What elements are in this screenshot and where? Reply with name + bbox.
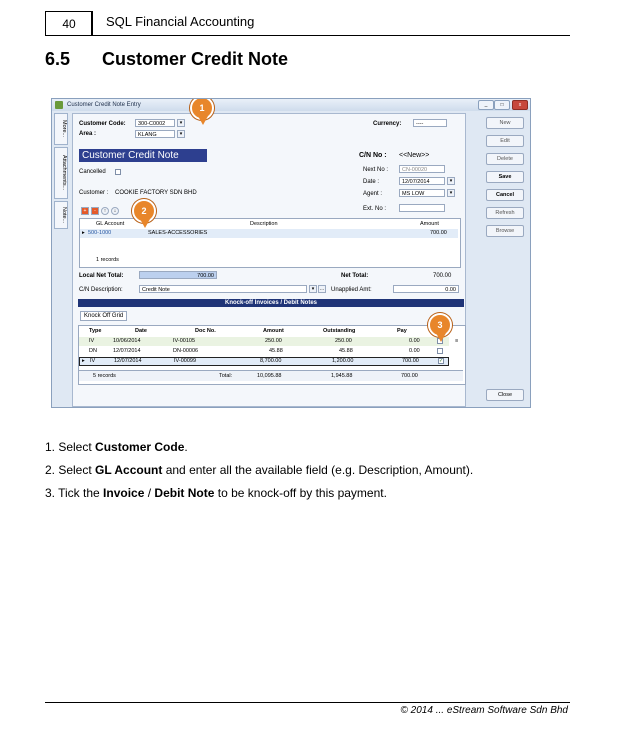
col-outstanding: Outstanding	[323, 328, 356, 334]
app-icon	[55, 101, 63, 109]
side-tab-note[interactable]: Note...	[54, 201, 68, 229]
ext-no-field[interactable]	[399, 204, 445, 212]
cell-pay: 0.00	[409, 348, 420, 354]
cell-pay: 0.00	[409, 338, 420, 344]
table-row[interactable]	[79, 347, 449, 356]
agent-label: Agent :	[363, 191, 383, 197]
local-net-total-field: 700.00	[139, 271, 217, 279]
area-label: Area :	[79, 131, 97, 137]
callout-marker-1: 1	[190, 98, 214, 120]
area-dropdown-icon[interactable]: ▾	[177, 130, 185, 138]
add-row-icon[interactable]: +	[81, 207, 89, 215]
copyright-footer: © 2014 ... eStream Software Sdn Bhd	[400, 705, 568, 716]
footer-records: 5 records	[93, 373, 116, 379]
cn-description-dropdown-icon[interactable]: ▾	[309, 285, 317, 293]
cancelled-checkbox[interactable]	[115, 169, 121, 175]
cell-doc: IV-00105	[173, 338, 196, 344]
close-button[interactable]: Close	[486, 389, 524, 401]
customer-code-label: Customer Code:	[79, 121, 126, 127]
footer-outstanding: 1,945.88	[331, 373, 353, 379]
footer-pay: 700.00	[401, 373, 418, 379]
credit-note-window	[51, 98, 531, 408]
step-3	[45, 482, 473, 505]
cell-pay: 700.00	[402, 358, 419, 364]
window-title: Customer Credit Note Entry	[67, 102, 141, 108]
step-text: 1. Select	[45, 440, 96, 454]
cn-description-more-icon[interactable]: …	[319, 286, 325, 292]
move-down-icon[interactable]: ↓	[111, 207, 119, 215]
window-titlebar	[52, 99, 530, 111]
area-field[interactable]: KLANG	[135, 130, 175, 138]
local-net-total-label: Local Net Total:	[79, 273, 124, 279]
cell-type: IV	[89, 338, 95, 344]
col-amount: Amount	[420, 221, 439, 227]
footer-amount: 10,095.88	[257, 373, 282, 379]
move-up-icon[interactable]: ↑	[101, 207, 109, 215]
cell-doc: DN-00006	[173, 348, 199, 354]
customer-name: COOKIE FACTORY SDN BHD	[115, 190, 197, 196]
date-label: Date :	[363, 179, 380, 185]
cell-outstanding: 45.88	[339, 348, 353, 354]
row-gl-account[interactable]: 500-1000	[88, 230, 112, 236]
save-button[interactable]: Save	[486, 171, 524, 183]
step-emphasis: GL Account	[95, 463, 163, 477]
net-total-label: Net Total:	[341, 273, 369, 279]
action-buttons	[486, 117, 524, 243]
edit-button[interactable]: Edit	[486, 135, 524, 147]
step-emphasis: Debit Note	[154, 486, 215, 500]
cell-type: DN	[89, 348, 97, 354]
close-icon[interactable]: x	[512, 100, 528, 110]
currency-field[interactable]: ----	[413, 119, 447, 127]
header-title: SQL Financial Accounting	[106, 14, 255, 29]
agent-dropdown-icon[interactable]: ▾	[447, 189, 455, 197]
cancel-button[interactable]: Cancel	[486, 189, 524, 201]
knock-off-bar: Knock-off Invoices / Debit Notes	[78, 299, 464, 307]
agent-field[interactable]: MS LOW	[399, 189, 445, 197]
step-text: and enter all the available field (e.g. Description, Amount).	[162, 463, 474, 477]
step-text: /	[144, 486, 155, 500]
delete-button[interactable]: Delete	[486, 153, 524, 165]
page-number: 40	[45, 11, 93, 36]
refresh-button[interactable]: Refresh	[486, 207, 524, 219]
col-date: Date	[135, 328, 147, 334]
cell-date: 12/07/2014	[114, 358, 142, 364]
col-type: Type	[89, 328, 102, 334]
next-no-label: Next No :	[363, 167, 389, 173]
next-no-field[interactable]: CN-00020	[399, 165, 445, 173]
step-1	[45, 436, 473, 459]
step-emphasis: Invoice	[103, 486, 145, 500]
table-row[interactable]	[79, 337, 449, 346]
cell-outstanding: 250.00	[335, 338, 352, 344]
cell-outstanding: 1,200.00	[332, 358, 354, 364]
callout-marker-2: 2	[132, 199, 156, 223]
row-description[interactable]: SALES-ACCESSORIES	[148, 230, 208, 236]
customer-label: Customer :	[79, 190, 109, 196]
net-total-value: 700.00	[433, 273, 452, 279]
section-heading	[45, 49, 288, 70]
footer-total-label: Total:	[219, 373, 233, 379]
grid-scrollbar[interactable]: ≡	[455, 338, 459, 344]
cell-doc: IV-00099	[174, 358, 197, 364]
side-tabs	[54, 113, 68, 231]
maximize-icon[interactable]: □	[494, 100, 510, 110]
table-row[interactable]	[79, 357, 449, 366]
section-number: 6.5	[45, 49, 71, 69]
unapplied-field: 0.00	[393, 285, 459, 293]
footer-rule	[45, 702, 570, 703]
knock-off-checkbox-checked[interactable]: ✓	[439, 358, 444, 364]
document-banner: Customer Credit Note	[79, 149, 207, 162]
table-row[interactable]	[80, 229, 458, 238]
header-divider	[91, 11, 92, 35]
ext-no-label: Ext. No :	[363, 206, 387, 212]
step-2	[45, 459, 473, 482]
cell-date: 10/06/2014	[113, 338, 141, 344]
col-gl-account: GL Account	[96, 221, 125, 227]
customer-code-field[interactable]: 300-C0002	[135, 119, 175, 127]
knock-off-grid	[78, 325, 466, 385]
header-rule	[45, 35, 570, 36]
unapplied-label: Unapplied Amt:	[331, 287, 372, 293]
cn-description-field[interactable]: Credit Note	[139, 285, 307, 293]
col-amount: Amount	[263, 328, 284, 334]
row-amount[interactable]: 700.00	[430, 230, 447, 236]
step-text: 3. Tick the	[45, 486, 104, 500]
row-indicator-icon: ▸	[82, 230, 85, 236]
new-button[interactable]: New	[486, 117, 524, 129]
cell-date: 12/07/2014	[113, 348, 141, 354]
minimize-icon[interactable]: _	[478, 100, 494, 110]
cancelled-label: Cancelled	[79, 169, 106, 175]
step-emphasis: Customer Code	[95, 440, 185, 454]
col-pay: Pay	[397, 328, 407, 334]
currency-label: Currency:	[373, 121, 402, 127]
browse-button[interactable]: Browse	[486, 225, 524, 237]
detail-records: 1 records	[96, 257, 119, 263]
cn-no-label: C/N No :	[359, 152, 387, 159]
side-tab-more[interactable]: More...	[54, 113, 68, 145]
step-text: to be knock-off by this payment.	[214, 486, 387, 500]
row-indicator-icon: ▸	[82, 358, 85, 364]
side-tab-attachments[interactable]: Attachments...	[54, 147, 68, 199]
step-text: 2. Select	[45, 463, 96, 477]
knock-off-checkbox[interactable]	[437, 348, 443, 354]
cn-description-label: C/N Description:	[79, 287, 123, 293]
detail-grid	[79, 218, 461, 268]
date-dropdown-icon[interactable]: ▾	[447, 177, 455, 185]
cell-type: IV	[90, 358, 96, 364]
section-title: Customer Credit Note	[102, 49, 289, 69]
knock-off-footer	[79, 370, 463, 381]
tab-knock-off-grid[interactable]: Knock Off Grid	[80, 311, 127, 321]
cell-amount: 250.00	[265, 338, 282, 344]
cn-no-value: <<New>>	[399, 152, 430, 159]
customer-code-dropdown-icon[interactable]: ▾	[177, 119, 185, 127]
date-field[interactable]: 12/07/2014	[399, 177, 445, 185]
cell-amount: 8,700.00	[260, 358, 282, 364]
remove-row-icon[interactable]: -	[91, 207, 99, 215]
callout-marker-3: 3	[428, 313, 452, 337]
step-text: .	[184, 440, 188, 454]
cell-amount: 45.88	[269, 348, 283, 354]
col-doc-no: Doc No.	[195, 328, 216, 334]
steps-list	[45, 436, 473, 505]
col-description: Description	[250, 221, 278, 227]
